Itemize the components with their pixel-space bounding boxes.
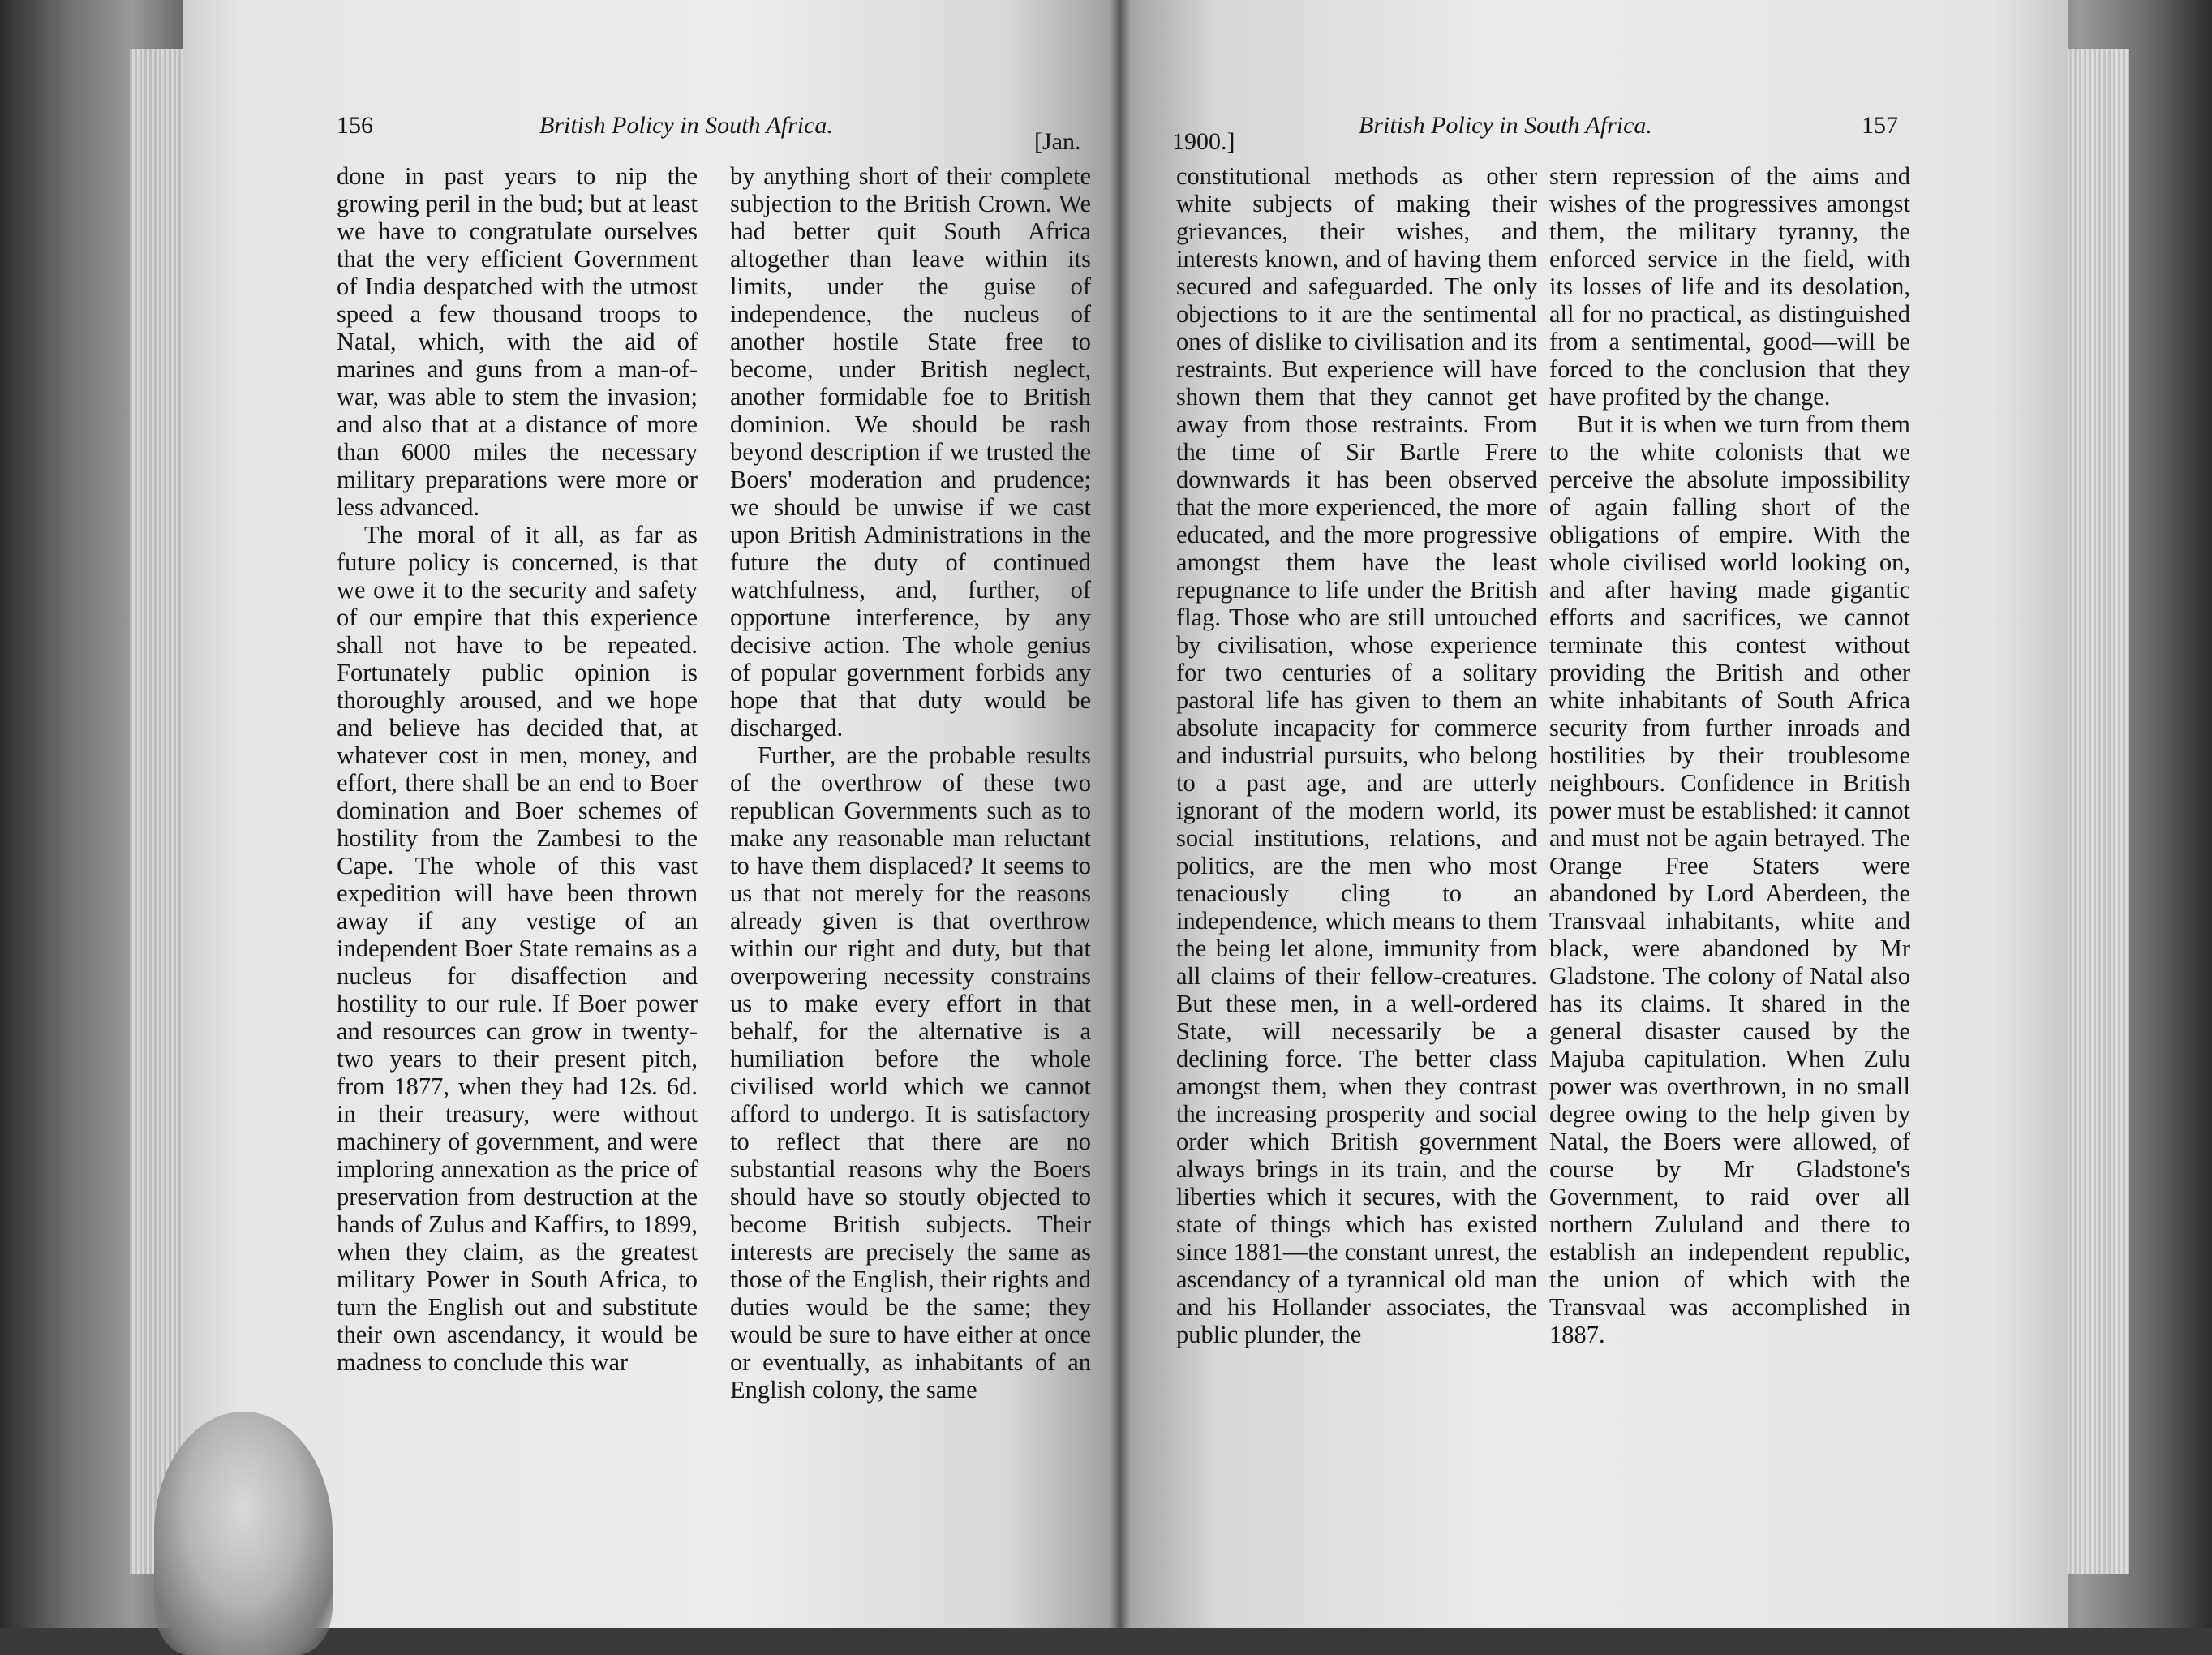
paragraph: Further, are the probable results of the overthrow of these two republican Governments such as to make any reasonable man reluctant to have them displaced? It seems to us that not merely for the reasons already given is that overthrow within our right and duty, but that overpowering necessity constrains us to make every effort in that behalf, for the alternative is a humiliation before the whole civilised world which we cannot afford to undergo. It is satisfactory to reflect that there are no substantial reasons why the Boers should have so stoutly objected to become British subjects. Their interests are precisely the same as those of the English, their rights and duties would be the same; they would be sure to have either at once or eventually, as inhabitants of an English colony, the same [730,742,1091,1404]
left-page-header [183,112,1119,153]
paragraph: by anything short of their complete subjection to the British Crown. We had better quit South Africa altogether than leave within its limits, under the guise of independence, the nucleus of another hostile State free to become, under British neglect, another formidable foe to British dominion. We should be rash beyond description if we trusted the Boers' moderation and prudence; we should be unwise if we cast upon British Administrations in the future the duty of continued watchfulness, and, further, of opportune interference, by any decisive action. The whole genius of popular government forbids any hope that that duty would be discharged. [730,162,1091,742]
book-gutter [1110,0,1131,1628]
paragraph: done in past years to nip the growing peril in the bud; but at least we have to congratulate ourselves that the very efficient Government of India despatched with the utmost speed a few thousand troops to Natal, which, with the aid of marines and guns from a man-of-war, was able to stem the invasion; and also that at a distance of more than 6000 miles the necessary military preparations were more or less advanced. [337,162,698,521]
running-title: British Policy in South Africa. [1359,112,1652,139]
date-mark: 1900.] [1172,128,1235,155]
left-page-edges [130,49,187,1574]
right-page-edges [2064,49,2129,1574]
left-column-1 [337,162,698,1376]
date-mark: [Jan. [1034,128,1081,155]
page-number: 156 [337,112,373,139]
paragraph: But it is when we turn from them to the white colonists that we perceive the absolute impossibility of again falling short of the obligations of empire. With the whole civilised world looking on, and after having made gigantic efforts and sacrifices, we cannot terminate this contest without providing the British and other white inhabitants of South Africa security from further inroads and hostilities by their troublesome neighbours. Confidence in British power must be established: it cannot and must not be again betrayed. The Orange Free Staters were abandoned by Lord Aberdeen, the Transvaal inhabitants, white and black, were abandoned by Mr Gladstone. The colony of Natal also has its claims. It shared in the general disaster caused by the Majuba capitulation. When Zulu power was overthrown, in no small degree owing to the help given by Natal, the Boers were allowed, of course by Mr Gladstone's Government, to raid over all northern Zululand and there to establish an independent republic, the union of which with the Transvaal was accomplished in 1887. [1549,411,1910,1348]
paragraph: The moral of it all, as far as future policy is concerned, is that we owe it to the security and safety of our empire that this experience shall not have to be repeated. Fortunately public opinion is thoroughly aroused, and we hope and believe has decided that, at whatever cost in men, money, and effort, there shall be an end to Boer domination and Boer schemes of hostility from the Zambesi to the Cape. The whole of this vast expedition will have been thrown away if any vestige of an independent Boer State remains as a nucleus for disaffection and hostility to our rule. If Boer power and resources can grow in twenty-two years to their present pitch, from 1877, when they had 12s. 6d. in their treasury, were without machinery of government, and were imploring annexation as the price of preservation from destruction at the hands of Zulus and Kaffirs, to 1899, when they claim, as the greatest military Power in South Africa, to turn the English out and substitute their own ascendancy, it would be madness to conclude this war [337,521,698,1376]
left-page [183,0,1119,1628]
right-column-1 [1176,162,1537,1348]
right-column-2 [1549,162,1910,1348]
right-page-header [1119,112,2068,153]
paragraph: constitutional methods as other white subjects of making their grievances, their wishes, and interests known, and of having them secured and safeguarded. The only objections to it are the sentimental ones of dislike to civilisation and its restraints. But experience will have shown them that they cannot get away from those restraints. From the time of Sir Bartle Frere downwards it has been observed that the more experienced, the more educated, and the more progressive amongst them have the least repugnance to life under the British flag. Those who are still untouched by civilisation, whose experience for two centuries of a solitary pastoral life has given to them an absolute incapacity for commerce and industrial pursuits, who belong to a past age, and are utterly ignorant of the modern world, its social institutions, relations, and politics, are the men who most tenaciously cling to an independence, which means to them the being let alone, immunity from all claims of their fellow-creatures. But these men, in a well-ordered State, will necessarily be a declining force. The better class amongst them, when they contrast the increasing prosperity and social order which British government always brings in its train, and the liberties which it secures, with the state of things which has existed since 1881—the constant unrest, the ascendancy of a tyrannical old man and his Hollander associates, the public plunder, the [1176,162,1537,1348]
page-number: 157 [1862,112,1898,139]
paragraph: stern repression of the aims and wishes of the progressives amongst them, the military tyranny, the enforced service in the field, with its losses of life and its desolation, all for no practical, as distinguished from a sentimental, good—will be forced to the conclusion that they have profited by the change. [1549,162,1910,411]
thumb [154,1412,333,1655]
right-page [1119,0,2068,1628]
running-title: British Policy in South Africa. [539,112,833,139]
left-column-2 [730,162,1091,1404]
